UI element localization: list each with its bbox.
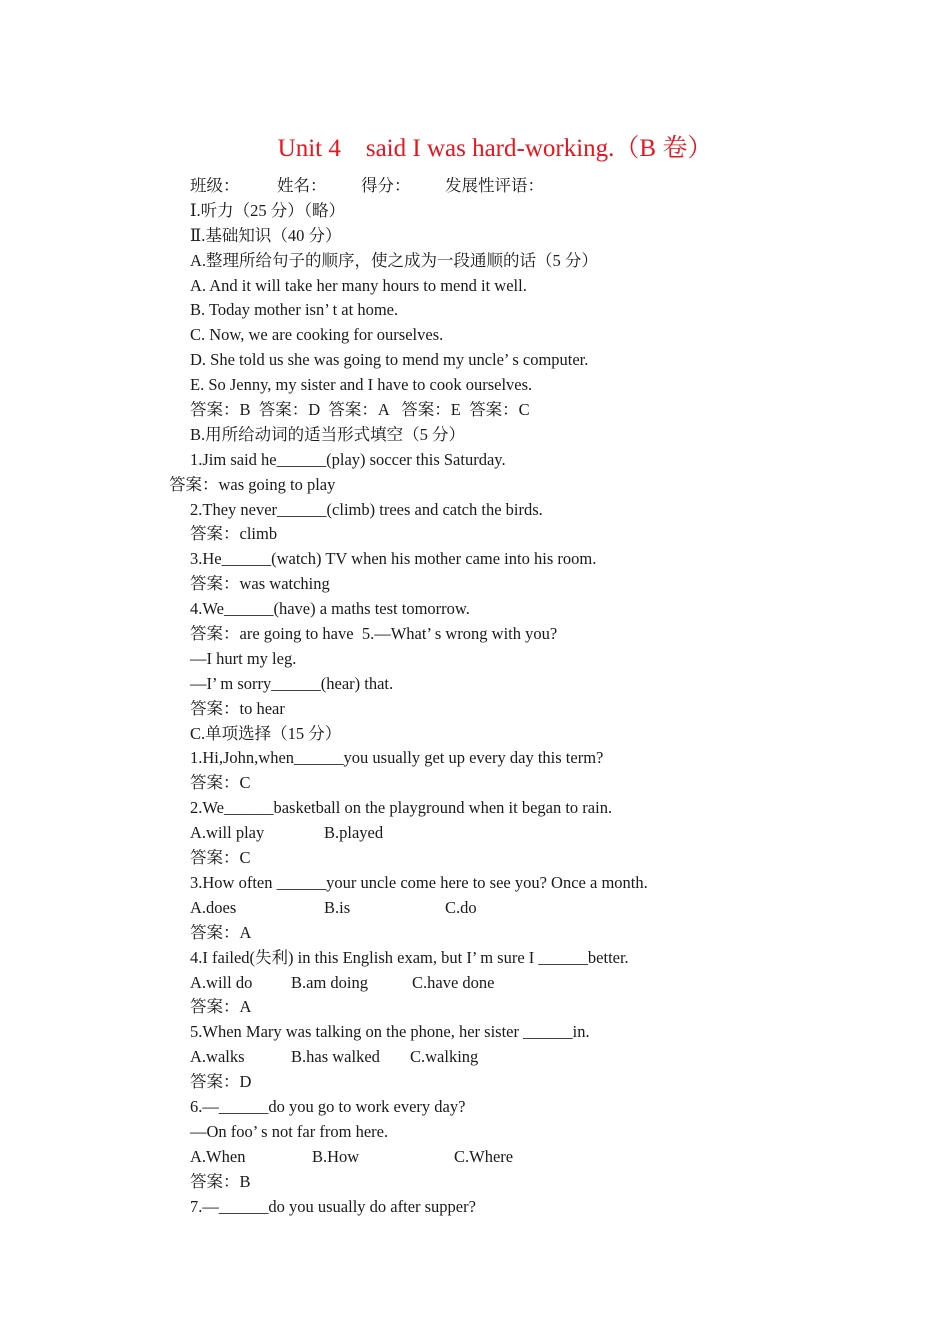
option-a: A.will do (190, 972, 253, 992)
part-c-question-2: 2.We______basketball on the playground when it began to rain. (190, 798, 613, 818)
score-label: 得分： (361, 176, 411, 195)
part-c-answer-4: 答案：A (190, 997, 252, 1017)
part-c-options-5 (190, 1045, 890, 1070)
part-c-answer-5: 答案：D (190, 1072, 252, 1092)
part-a-answers: 答案：B 答案：D 答案：A 答案：E 答案：C (190, 400, 530, 420)
option-c: C.Where (454, 1146, 514, 1166)
part-b-question-1: 1.Jim said he______(play) soccer this Saturday. (190, 449, 506, 469)
part-c-answer-1: 答案：C (190, 773, 251, 793)
part-a-item: B. Today mother isn’ t at home. (190, 300, 399, 320)
part-c-answer-3: 答案：A (190, 922, 252, 942)
part-b-question-2: 2.They never______(climb) trees and catch the birds. (190, 499, 543, 519)
class-label: 班级： (190, 176, 240, 195)
option-c: C.have done (412, 972, 495, 992)
document-title: Unit 4 said I was hard-working.（B 卷） (277, 135, 713, 162)
part-b-answer-2: 答案：climb (190, 524, 278, 544)
part-c-options-6 (190, 1145, 890, 1170)
option-b: B.has walked (291, 1047, 380, 1067)
part-a-item: C. Now, we are cooking for ourselves. (190, 325, 444, 345)
document-body (169, 174, 890, 1219)
part-b-answer-1: 答案：was going to play (169, 474, 336, 494)
part-a-heading: A.整理所给句子的顺序，使之成为一段通顺的话（5 分） (190, 250, 598, 270)
option-b: B.played (324, 823, 384, 843)
student-info-row (190, 174, 890, 199)
part-b-answer-3: 答案：was watching (190, 574, 330, 594)
part-c-options-2 (190, 821, 890, 846)
part-a-item: E. So Jenny, my sister and I have to cook ourselves. (190, 375, 533, 395)
part-b-answer-4-question-5: 答案：are going to have 5.—What’ s wrong with you? (190, 624, 558, 644)
part-c-answer-6: 答案：B (190, 1171, 251, 1191)
part-b-question-5-line-3: —I’ m sorry______(hear) that. (190, 673, 394, 693)
part-a-item: A. And it will take her many hours to mend it well. (190, 275, 527, 295)
option-a: A.When (190, 1146, 246, 1166)
section-basics: Ⅱ.基础知识（40 分） (190, 225, 342, 245)
option-a: A.does (190, 897, 237, 917)
part-b-question-3: 3.He______(watch) TV when his mother came into his room. (190, 549, 597, 569)
section-listening: Ⅰ.听力（25 分）（略） (190, 200, 346, 220)
part-c-options-4 (190, 971, 890, 996)
part-b-heading: B.用所给动词的适当形式填空（5 分） (190, 424, 466, 444)
option-a: A.walks (190, 1047, 245, 1067)
part-c-question-4: 4.I failed(失利) in this English exam, but I’ m sure I ______better. (190, 947, 629, 967)
part-b-answer-5: 答案：to hear (190, 698, 285, 718)
part-b-question-5-line-2: —I hurt my leg. (190, 648, 297, 668)
option-c: C.do (445, 897, 477, 917)
option-b: B.How (312, 1146, 360, 1166)
comment-label: 发展性评语： (445, 176, 544, 195)
part-c-answer-2: 答案：C (190, 848, 251, 868)
part-c-question-1: 1.Hi,John,when______you usually get up every day this term? (190, 748, 604, 768)
part-c-question-7: 7.—______do you usually do after supper? (190, 1196, 476, 1216)
part-c-question-3: 3.How often ______your uncle come here to see you? Once a month. (190, 872, 648, 892)
option-b: B.is (324, 897, 351, 917)
part-c-heading: C.单项选择（15 分） (190, 723, 342, 743)
part-c-options-3 (190, 896, 890, 921)
part-a-item: D. She told us she was going to mend my uncle’ s computer. (190, 350, 589, 370)
part-b-question-4: 4.We______(have) a maths test tomorrow. (190, 599, 470, 619)
name-label: 姓名： (277, 176, 327, 195)
part-c-question-6-line-2: —On foo’ s not far from here. (190, 1121, 389, 1141)
option-b: B.am doing (291, 972, 368, 992)
part-c-question-6: 6.—______do you go to work every day? (190, 1096, 466, 1116)
option-c: C.walking (410, 1047, 479, 1067)
part-c-question-5: 5.When Mary was talking on the phone, her sister ______in. (190, 1022, 590, 1042)
option-a: A.will play (190, 823, 265, 843)
